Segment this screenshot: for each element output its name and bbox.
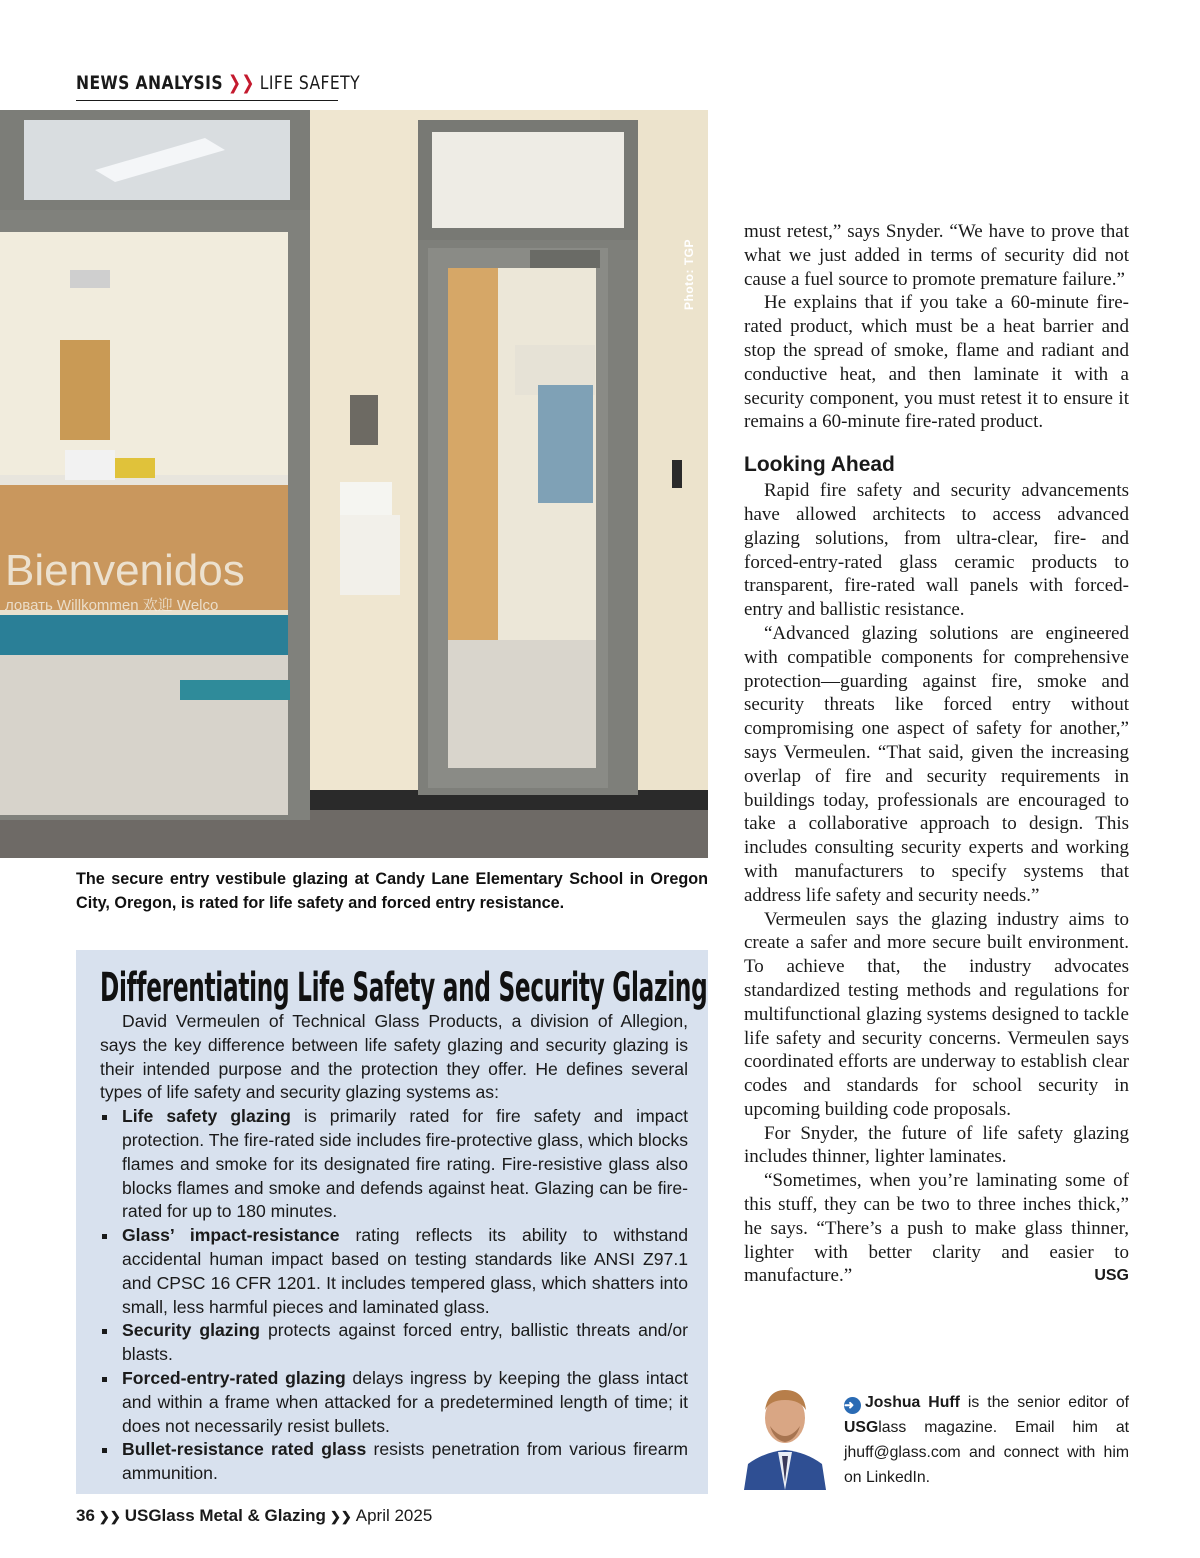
sidebar-box	[76, 950, 708, 1494]
author-bio	[844, 1390, 1129, 1490]
section-label: NEWS ANALYSIS	[76, 72, 224, 94]
article-column	[744, 220, 1129, 1288]
list-term: Glass’ impact-resistance	[122, 1225, 340, 1246]
welcome-sign-multilingual: ловать Willkommen 欢迎 Welco	[5, 597, 219, 614]
list-term: Forced-entry-rated glazing	[122, 1367, 346, 1388]
article-paragraph: He explains that if you take a 60-minute fire-rated product, which must be a heat barrier and stop the spread of smoke, flame and radiant and conductive heat, and then laminate it with a security component, you must retest it to ensure it remains a 60-minute fire-rated product.	[744, 292, 1129, 433]
article-paragraph: For Snyder, the future of life safety glazing includes thinner, lighter laminates.	[744, 1122, 1129, 1168]
list-item	[100, 1319, 688, 1367]
author-bio-text: magazine. Email him at jhuff@glass.com and connect with him on LinkedIn.	[844, 1419, 1129, 1486]
glazing-types-list	[100, 1105, 688, 1486]
article-paragraph: must retest,” says Snyder. “We have to prove that what we just added in terms of security did not cause a fuel source to promote premature failure.”	[744, 221, 1129, 290]
list-item	[100, 1224, 688, 1319]
photo-caption: The secure entry vestibule glazing at Candy Lane Elementary School in Oregon City, Oregon, is rated for life safety and forced entry resistance.	[76, 870, 708, 912]
list-term: Life safety glazing	[122, 1106, 291, 1127]
end-mark: USG	[1094, 1267, 1129, 1285]
article-paragraph: “Advanced glazing solutions are engineered with compatible components for comprehensive protection—guarding against fire, smoke and security threats like forced entry without compromising one aspect of safety for another,” says Vermeulen. “That said, given the increasing overlap of fire and security requirements in buildings today, professionals are encouraged to take a collaborative approach to design. This includes consulting security experts and working with manufacturers to specify systems that address life safety and security needs.”	[744, 622, 1129, 906]
article-paragraph-last	[744, 1169, 1129, 1288]
article-text: “Sometimes, when you’re laminating some of this stuff, they can be two to three inches thick,” he says. “There’s a push to make glass thinner, lighter with better clarity and easier to manufacture.”	[744, 1170, 1129, 1287]
magazine-name-rest: lass	[878, 1419, 907, 1436]
article-paragraph: Rapid fire safety and security advancements have allowed architects to access advanced glazing solutions, from ultra-clear, fire- and forced-entry-rated glass ceramic products to transparent, fire-rated wall panels with forced-entry and ballistic resistance.	[744, 480, 1129, 621]
list-item	[100, 1105, 688, 1224]
arrow-right-icon: ➜	[844, 1397, 861, 1414]
sidebar-intro: David Vermeulen of Technical Glass Products, a division of Allegion, says the key difference between life safety glazing and security glazing is their intended purpose and the protection they offer. He defines several types of life safety and security glazing systems as:	[100, 1011, 688, 1103]
section-heading: Looking Ahead	[744, 453, 895, 477]
publication-name: USGlass Metal & Glazing	[124, 1506, 326, 1525]
photo-credit: Photo: TGP	[682, 239, 696, 310]
author-photo	[744, 1382, 826, 1490]
list-term: Bullet-resistance rated glass	[122, 1439, 367, 1460]
list-text: protects against forced entry, ballistic threats and/or blasts.	[122, 1320, 688, 1365]
list-text: resists penetration from various firearm ammunition.	[122, 1439, 688, 1484]
list-text: delays ingress by keeping the glass intact and within a frame when attacked for a predetermined length of time; it does not necessarily resist bullets.	[122, 1367, 688, 1436]
vestibule-photo	[0, 110, 708, 858]
sidebar-body	[100, 1010, 688, 1486]
chevron-separator-icon: ❯❯	[329, 1509, 352, 1524]
magazine-name-bold: USG	[844, 1419, 879, 1436]
page-number: 36	[76, 1506, 95, 1525]
article-paragraph: Vermeulen says the glazing industry aims to create a safer and more secure built environment. To achieve that, the industry advocates standardized testing methods and regulations for multifunctional glazing systems designed to tackle life safety and security concerns. Vermeulen says coordinated efforts are underway to establish clear codes and standards for school security in upcoming building code proposals.	[744, 908, 1129, 1120]
author-name: Joshua Huff	[865, 1394, 960, 1411]
list-item	[100, 1367, 688, 1438]
topic-label: LIFE SAFETY	[259, 72, 361, 94]
list-text: rating reflects its ability to withstand accidental human impact based on testing standards like ANSI Z97.1 and CPSC 16 CFR 1201. It includes tempered glass, which shatters into small, less harmful pieces and laminated glass.	[122, 1225, 688, 1317]
chevron-separator-icon: ❯❯	[98, 1509, 121, 1524]
list-term: Security glazing	[122, 1320, 260, 1341]
list-item	[100, 1438, 688, 1486]
page-footer	[76, 1504, 432, 1529]
section-header	[76, 68, 361, 101]
issue-date: April 2025	[355, 1506, 433, 1525]
sidebar-title: Differentiating Life Safety and Security Glazing	[100, 965, 708, 1011]
chevron-separator-icon: ❯❯	[227, 72, 255, 94]
bienvenidos-sign: Bienvenidos	[5, 546, 245, 595]
author-bio-text: is the senior editor of	[959, 1394, 1129, 1411]
list-text: is primarily rated for fire safety and impact protection. The fire-rated side includes fire-protective glass, which blocks flames and smoke for its designated fire rating. Fire-resistive glass also blocks flames and smoke and defends against heat. Glazing can be fire-rated for up to 180 minutes.	[122, 1106, 688, 1222]
